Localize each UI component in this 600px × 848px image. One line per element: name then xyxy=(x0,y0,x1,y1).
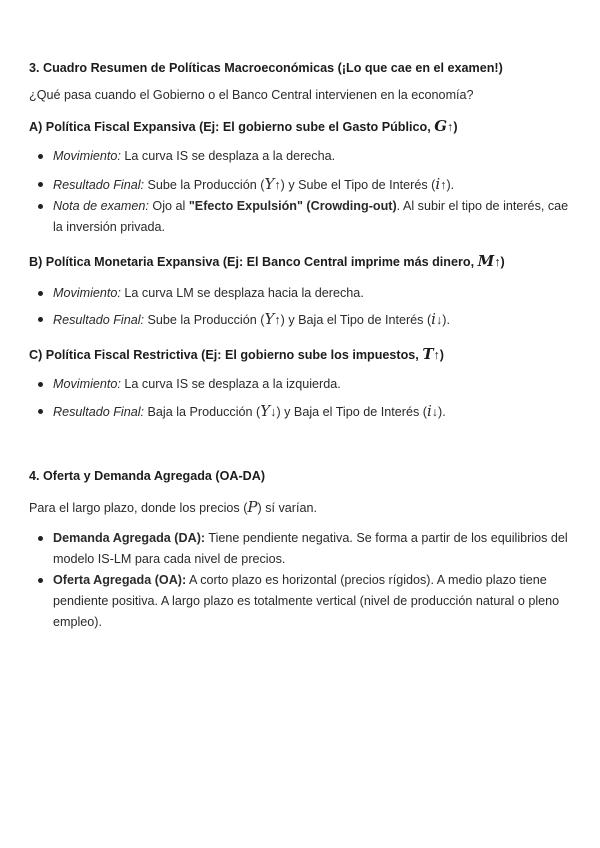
subsection-b-title: B) Política Monetaria Expansiva (Ej: El Banco Central imprime más dinero, xyxy=(29,255,475,269)
section-3-intro: ¿Qué pasa cuando el Gobierno o el Banco Central intervienen en la economía? xyxy=(29,88,474,102)
item-text: Sube la Producción ( xyxy=(147,178,265,192)
subsection-a-heading xyxy=(29,117,574,135)
list-item xyxy=(29,174,574,196)
item-label: Movimiento: xyxy=(53,377,121,391)
item-text: La curva IS se desplaza a la izquierda. xyxy=(124,377,341,391)
item-text: Ojo al xyxy=(152,199,186,213)
item-text: ↓) y Baja el Tipo de Interés ( xyxy=(270,405,427,419)
var-t: T xyxy=(422,345,434,363)
item-text: Baja la Producción ( xyxy=(147,405,261,419)
list-item xyxy=(29,283,574,304)
item-text: ↑). xyxy=(440,178,455,192)
subsection-b-heading xyxy=(29,252,574,270)
item-bold: Oferta Agregada (OA): xyxy=(53,573,187,587)
list-item xyxy=(29,309,574,331)
var-i: i xyxy=(426,402,432,420)
item-label: Resultado Final: xyxy=(53,313,145,327)
var-y: Y xyxy=(264,175,275,193)
item-text: ↓). xyxy=(435,313,450,327)
section-3-heading: 3. Cuadro Resumen de Políticas Macroeconómicas (¡Lo que cae en el examen!) xyxy=(29,61,503,75)
list-item xyxy=(29,528,574,570)
item-bold: Demanda Agregada (DA): xyxy=(53,531,206,545)
item-label: Movimiento: xyxy=(53,149,121,163)
subsection-b-list xyxy=(29,283,574,331)
section-4-list xyxy=(29,528,574,633)
section-4-heading: 4. Oferta y Demanda Agregada (OA-DA) xyxy=(29,469,266,483)
section-4-intro xyxy=(29,497,574,519)
item-text: La curva IS se desplaza a la derecha. xyxy=(124,149,336,163)
var-i: i xyxy=(431,310,436,328)
list-item xyxy=(29,374,574,395)
item-text: . Al subir el tipo de interés, cae la inversión privada. xyxy=(53,199,569,234)
var-m: M xyxy=(477,252,495,270)
item-text: A corto plazo es horizontal (precios rígidos). A medio plazo tiene pendiente positiva. A largo plazo es totalmente vertical (nivel de producción natural o pleno empleo). xyxy=(53,573,560,629)
arrow-close: ↑) xyxy=(433,348,444,362)
item-text: Sube la Producción ( xyxy=(147,313,265,327)
subsection-c-list xyxy=(29,374,574,423)
intro-text: Para el largo plazo, donde los precios ( xyxy=(29,501,248,515)
item-text: ↑) y Baja el Tipo de Interés ( xyxy=(274,313,432,327)
item-label: Movimiento: xyxy=(53,286,121,300)
item-text: La curva LM se desplaza hacia la derecha. xyxy=(124,286,364,300)
list-item xyxy=(29,570,574,633)
var-p: P xyxy=(247,498,258,516)
item-text: ↓). xyxy=(431,405,446,419)
item-text: ↑) y Sube el Tipo de Interés ( xyxy=(274,178,436,192)
item-text: Tiene pendiente negativa. Se forma a partir de los equilibrios del modelo IS-LM para cada nivel de precios. xyxy=(53,531,568,566)
var-i: i xyxy=(435,175,441,193)
subsection-a-list xyxy=(29,146,574,238)
item-bold: "Efecto Expulsión" (Crowding-out) xyxy=(188,199,397,213)
arrow-close: ↑) xyxy=(447,120,458,134)
var-g: G xyxy=(434,117,448,135)
subsection-c-title: C) Política Fiscal Restrictiva (Ej: El gobierno sube los impuestos, xyxy=(29,348,419,362)
arrow-close: ↑) xyxy=(494,255,505,269)
list-item xyxy=(29,401,574,423)
subsection-a-title: A) Política Fiscal Expansiva (Ej: El gobierno sube el Gasto Público, xyxy=(29,120,431,134)
intro-text: ) sí varían. xyxy=(257,501,318,515)
item-label: Resultado Final: xyxy=(53,178,145,192)
var-y: Y xyxy=(264,310,275,328)
var-y: Y xyxy=(260,402,271,420)
item-label: Resultado Final: xyxy=(53,405,145,419)
list-item xyxy=(29,196,574,238)
list-item xyxy=(29,146,574,167)
subsection-c-heading xyxy=(29,345,574,363)
item-label: Nota de examen: xyxy=(53,199,149,213)
